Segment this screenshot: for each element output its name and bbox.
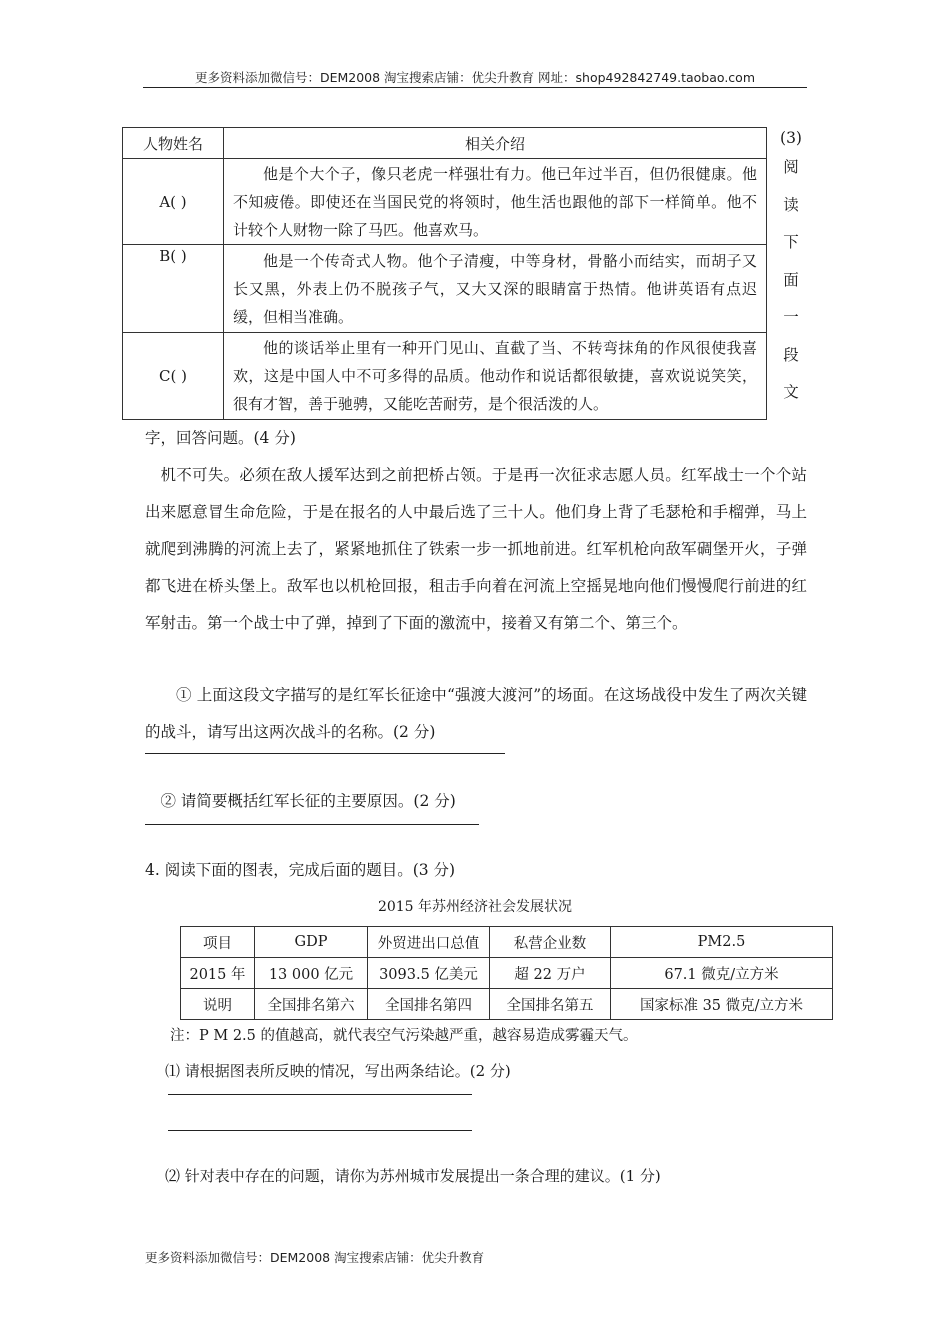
table-row <box>123 159 767 245</box>
table-row <box>123 333 767 420</box>
table-cell: 3093.5 亿美元 <box>368 958 490 989</box>
table-cell: 外贸进出口总值 <box>368 927 490 958</box>
answer-line[interactable] <box>145 753 505 754</box>
table-cell: 私营企业数 <box>490 927 611 958</box>
q3-label-char: 面 <box>783 270 799 289</box>
q4-chart-caption: 2015 年苏州经济社会发展状况 <box>377 899 573 915</box>
table-cell: 项目 <box>181 927 255 958</box>
person-desc-c: 他的谈话举止里有一种开门见山、直截了当、不转弯抹角的作风很使我喜欢，这是中国人中不可多得的品质。他动作和说话都很敏捷，喜欢说说笑笑，很有才智，善于驰骋，又能吃苦耐劳，是个很活泼的人。 <box>224 333 767 420</box>
suzhou-table <box>180 926 833 1020</box>
table-header-row <box>123 128 767 159</box>
q3-sub1: ① 上面这段文字描写的是红军长征途中“强渡大渡河”的场面。在这场战役中发生了两次关键的战斗，请写出这两次战斗的名称。(2 分) <box>145 686 807 741</box>
person-name-c: C( ) <box>123 333 224 420</box>
q3-passage: 机不可失。必须在敌人援军达到之前把桥占领。于是再一次征求志愿人员。红军战士一个个站出来愿意冒生命危险，于是在报名的人中最后选了三十人。他们身上背了毛瑟枪和手榴弹，马上就爬到沸腾的河流上去了，紧紧地抓住了铁索一步一抓地前进。红军机枪向敌军碉堡开火，子弹都飞进在桥头堡上。敌军也以机枪回报，租击手向着在河流上空摇晃地向他们慢慢爬行前进的红军射击。第一个战士中了弹，掉到了下面的激流中，接着又有第二个、第三个。 <box>145 466 807 632</box>
q3-label-char: (3) <box>780 129 802 147</box>
q3-sub2: ② 请简要概括红军长征的主要原因。(2 分) <box>160 792 456 810</box>
answer-line[interactable] <box>145 824 479 825</box>
table-cell: 超 22 万户 <box>490 958 611 989</box>
q3-label-char: 一 <box>783 308 799 326</box>
table-row <box>181 927 833 958</box>
table-cell: 全国排名第六 <box>255 989 368 1020</box>
q3-vertical-label <box>780 127 802 412</box>
table-cell: 13 000 亿元 <box>255 958 368 989</box>
page-header: 更多资料添加微信号：DEM2008 淘宝搜索店铺：优尖升教育 网址：shop492842749.taobao.com <box>194 70 756 85</box>
q3-intro-rest: 字，回答问题。(4 分) <box>145 429 296 447</box>
table-cell: 2015 年 <box>181 958 255 989</box>
q3-label-char: 文 <box>783 383 799 401</box>
table-cell: GDP <box>255 927 368 958</box>
col-desc-header: 相关介绍 <box>224 128 767 159</box>
q4-sub2: ⑵ 针对表中存在的问题，请你为苏州城市发展提出一条合理的建议。(1 分) <box>165 1167 661 1185</box>
answer-line[interactable] <box>168 1130 472 1131</box>
col-name-header: 人物姓名 <box>123 128 224 159</box>
table-row <box>181 989 833 1020</box>
table-cell: 国家标准 35 微克/立方米 <box>611 989 833 1020</box>
person-desc-b: 他是一个传奇式人物。他个子清瘦，中等身材，骨骼小而结实，而胡子又长又黑，外表上仍不脱孩子气，又大又深的眼睛富于热情。他讲英语有点迟缓，但相当准确。 <box>224 245 767 333</box>
q3-label-char: 读 <box>783 195 799 214</box>
page-footer: 更多资料添加微信号：DEM2008 淘宝搜索店铺：优尖升教育 <box>145 1250 485 1265</box>
table-cell: 说明 <box>181 989 255 1020</box>
table-row <box>123 245 767 333</box>
table-cell: 全国排名第四 <box>368 989 490 1020</box>
q4-title: 4. 阅读下面的图表，完成后面的题目。(3 分) <box>145 861 456 879</box>
table-cell: 全国排名第五 <box>490 989 611 1020</box>
q3-label-char: 段 <box>783 345 799 364</box>
table-cell: 67.1 微克/立方米 <box>611 958 833 989</box>
table-row <box>181 958 833 989</box>
q3-label-char: 阅 <box>783 158 799 176</box>
people-table <box>122 127 767 420</box>
q3-label-char: 下 <box>783 233 799 251</box>
answer-line[interactable] <box>168 1094 472 1095</box>
person-desc-a: 他是个大个子，像只老虎一样强壮有力。他已年过半百，但仍很健康。他不知疲倦。即使还在当国民党的将领时，他生活也跟他的部下一样简单。他不计较个人财物一除了马匹。他喜欢马。 <box>224 159 767 245</box>
q4-sub1: ⑴ 请根据图表所反映的情况，写出两条结论。(2 分) <box>165 1062 511 1080</box>
person-name-a: A( ) <box>123 159 224 245</box>
table-cell: PM2.5 <box>611 927 833 958</box>
header-divider <box>143 87 807 88</box>
person-name-b: B( ) <box>123 245 224 333</box>
q4-note: 注：P M 2.5 的值越高，就代表空气污染越严重，越容易造成雾霾天气。 <box>170 1028 638 1044</box>
